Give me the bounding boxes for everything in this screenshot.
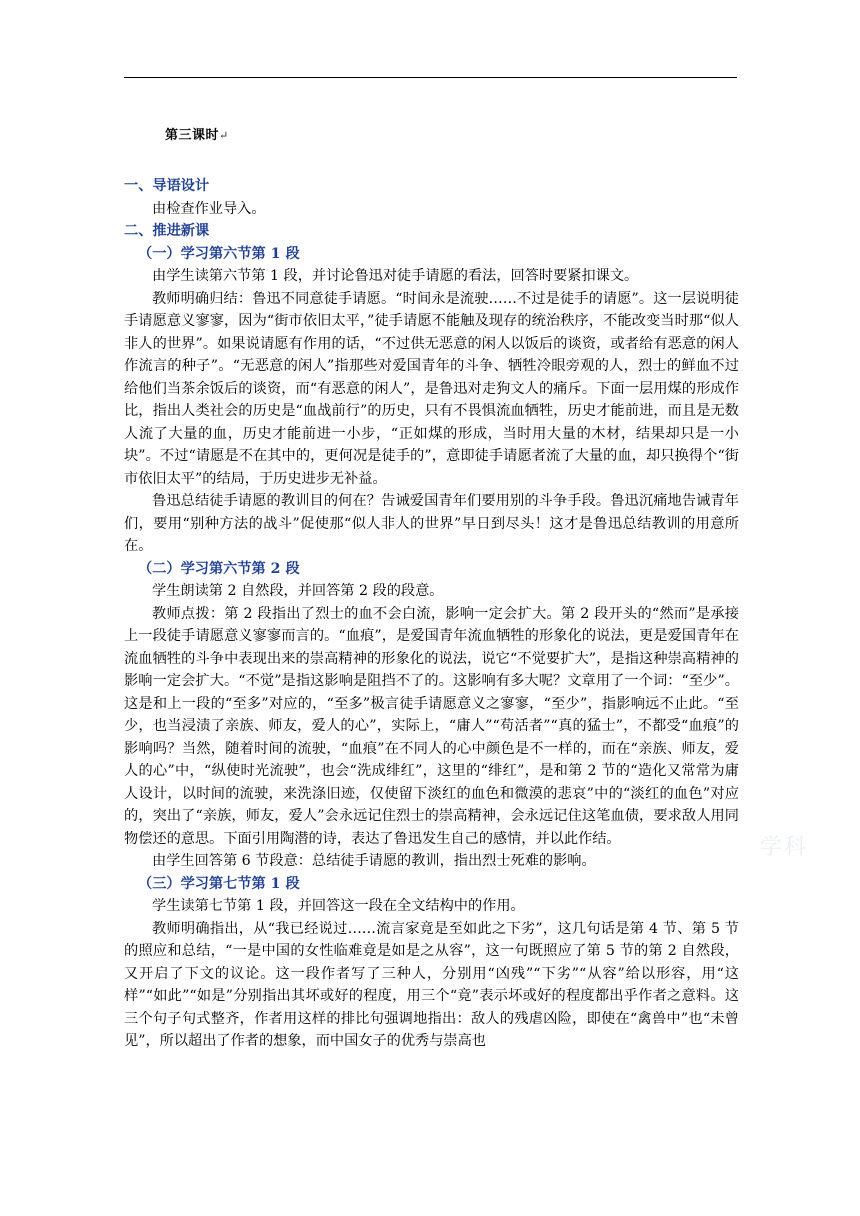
- subsection-heading-1: （一）学习第六节第 1 段: [138, 245, 300, 262]
- paragraph: 由学生读第六节第 1 段，并讨论鲁迅对徒手请愿的看法，回答时要紧扣课文。: [152, 268, 639, 284]
- subsection-heading-2: （二）学习第六节第 2 段: [138, 560, 300, 577]
- subsection-heading-3: （三）学习第七节第 1 段: [138, 875, 300, 892]
- watermark-logo: 学科: [760, 835, 809, 860]
- lesson-title-text: 第三课时: [165, 128, 220, 143]
- document-body: [124, 175, 739, 1053]
- return-mark-icon: ↵: [219, 129, 229, 142]
- paragraph: 由学生回答第 6 节段意：总结徒手请愿的教训，指出烈士死难的影响。: [152, 853, 596, 869]
- lesson-title: [165, 124, 229, 143]
- paragraph: 教师点拨：第 2 段指出了烈士的血不会白流，影响一定会扩大。第 2 段开头的“然而”是承接上一段徒手请愿意义寥寥而言的。“血痕”，是爱国青年流血牺牲的形象化的说法，更是爱国青年在流血牺牲的斗争中表现出来的崇高精神的形象化的说法，说它“不觉要扩大”，是指这种崇高精神的影响一定会扩大。“不觉”是指这影响是阻挡不了的。这影响有多大呢？文章用了一个词：“至少”。这是和上一段的“至多”对应的，“至多”极言徒手请愿意义之寥寥，“至少”，指影响远不止此。“至少，也当浸渍了亲族、师友，爱人的心”，实际上，“庸人”“苟活者”“真的猛士”，不都受“血痕”的影响吗？当然，随着时间的流驶，“血痕”在不同人的心中颜色是不一样的，而在“亲族、师友，爱人的心”中，“纵使时光流驶”，也会“洗成绯红”，这里的“绯红”，是和第 2 节的“造化又常常为庸人设计，以时间的流驶，来洗涤旧迹，仅使留下淡红的血色和微漠的悲哀”中的“淡红的血色”对应的，突出了“亲族，师友，爱人”会永远记住烈士的崇高精神，会永远记住这笔血债，要求敌人用同物偿还的意思。下面引用陶潜的诗，表达了鲁迅发生自己的感情，并以此作结。: [124, 605, 739, 847]
- paragraph: 学生读第七节第 1 段，并回答这一段在全文结构中的作用。: [152, 898, 525, 914]
- paragraph: 由检查作业导入。: [152, 200, 266, 217]
- section-heading-intro: 一、导语设计: [124, 178, 210, 194]
- paragraph: 鲁迅总结徒手请愿的教训目的何在？告诫爱国青年们要用别的斗争手段。鲁迅沉痛地告诫青年们，要用“别种方法的战斗”促使那“似人非人的世界”早日到尽头！这才是鲁迅总结教训的用意所在。: [124, 493, 739, 554]
- header-rule: [124, 77, 737, 78]
- paragraph: 学生朗读第 2 自然段，并回答第 2 段的段意。: [152, 583, 444, 599]
- section-heading-new-lesson: 二、推进新课: [124, 223, 210, 239]
- paragraph: 教师明确指出，从“我已经说过……流言家竟是至如此之下劣”，这几句话是第 4 节、第 5 节的照应和总结，“一是中国的女性临难竟是如是之从容”，这一句既照应了第 5 节的第 2 自然段，又开启了下文的议论。这一段作者写了三种人，分别用“凶残”“下劣”“从容”给以形容，用“这样”“如此”“如是”分别指出其坏或好的程度，用三个“竟”表示坏或好的程度都出乎作者之意料。这三个句子句式整齐，作者用这样的排比句强调地指出：敌人的残虐凶险，即使在“禽兽中”也“未曾见”，所以超出了作者的想象，而中国女子的优秀与崇高也: [124, 920, 739, 1049]
- paragraph: 教师明确归结：鲁迅不同意徒手请愿。“时间永是流驶……不过是徒手的请愿”。这一层说明徒手请愿意义寥寥，因为“街市依旧太平，”徒手请愿不能触及现存的统治秩序，不能改变当时那“似人非人的世界”。如果说请愿有作用的话，“不过供无恶意的闲人以饭后的谈资，或者给有恶意的闲人作流言的种子”。“无恶意的闲人”指那些对爱国青年的斗争、牺牲冷眼旁观的人，烈士的鲜血不过给他们当茶余饭后的谈资，而“有恶意的闲人”，是鲁迅对走狗文人的痛斥。下面一层用煤的形成作比，指出人类社会的历史是“血战前行”的历史，只有不畏惧流血牺牲，历史才能前进，而且是无数人流了大量的血，历史才能前进一小步，“正如煤的形成，当时用大量的木材，结果却只是一小块”。不过“请愿是不在其中的，更何况是徒手的”，意即徒手请愿者流了大量的血，却只换得个“街市依旧太平”的结局，于历史进步无补益。: [124, 290, 739, 487]
